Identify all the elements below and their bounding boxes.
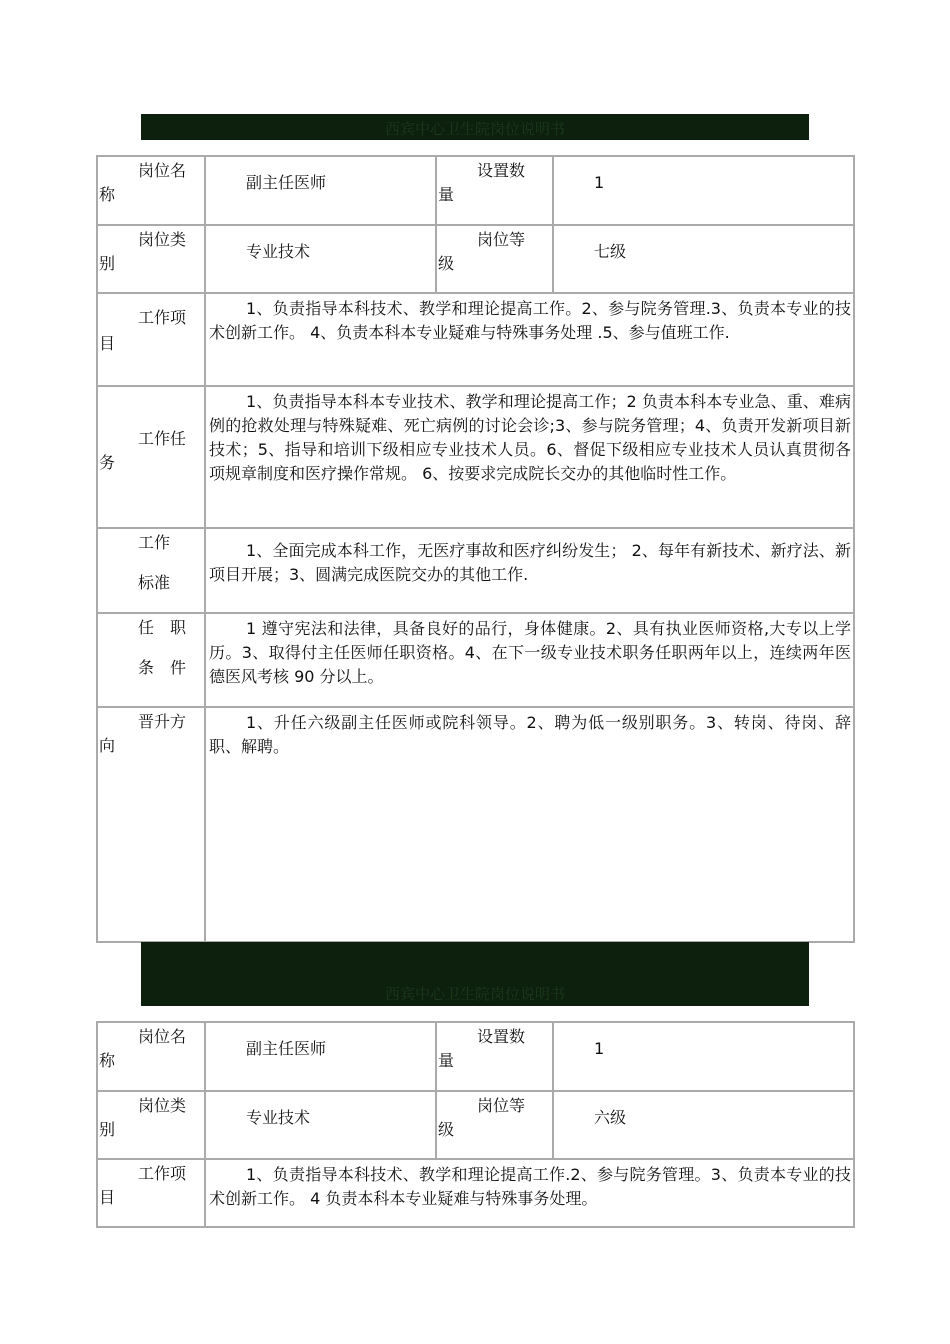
field-label: 别 (99, 254, 116, 273)
field-label: 岗位类 (138, 230, 187, 249)
table-row (98, 529, 853, 614)
field-label: 务 (99, 453, 116, 472)
post-level-value-cell (554, 1092, 853, 1158)
field-label: 级 (438, 1120, 455, 1139)
requirements-label-cell (98, 614, 206, 706)
field-label: 向 (99, 736, 116, 755)
post-count-label-cell (437, 157, 554, 224)
field-label: 工作项 (138, 1164, 187, 1183)
promotion-text: 1、升任六级副主任医师或院科领导。2、聘为低一级别职务。3、转岗、待岗、辞职、解聘。 (209, 713, 851, 756)
field-label: 工作任 (138, 429, 187, 448)
post-name-value-cell (206, 157, 437, 224)
field-label: 量 (438, 1051, 455, 1070)
post-count-value-cell (554, 157, 853, 224)
duties-label-cell (98, 387, 206, 527)
post-count-value-cell (554, 1023, 853, 1090)
post-count-value: 1 (594, 1039, 605, 1058)
table-row (98, 387, 853, 529)
post-category-label-cell (98, 226, 206, 292)
table-row (98, 1092, 853, 1160)
job-description-table (96, 1021, 855, 1228)
document-title: 西宾中心卫生院岗位说明书 (384, 120, 565, 138)
work-items-text: 1、负责指导本科技术、教学和理论提高工作。2、参与院务管理.3、负责本专业的技术创新工作。 4、负责本科本专业疑难与特殊事务处理 .5、参与值班工作. (209, 299, 851, 342)
field-label: 目 (99, 1188, 116, 1207)
table-row (98, 1160, 853, 1226)
post-name-value: 副主任医师 (246, 173, 327, 192)
standards-text: 1、全面完成本科工作，无医疗事故和医疗纠纷发生； 2、每年有新技术、新疗法、新项目开展；3、圆满完成医院交办的其他工作. (209, 541, 851, 584)
post-name-label-cell (98, 1023, 206, 1090)
post-level-label-cell (437, 226, 554, 292)
post-category-value-cell (206, 226, 437, 292)
field-label: 岗位等 (477, 1096, 526, 1115)
table-row (98, 1023, 853, 1092)
document-title-banner (141, 942, 809, 1006)
post-level-value: 七级 (594, 242, 627, 261)
table-row (98, 294, 853, 387)
post-category-value: 专业技术 (246, 1108, 311, 1127)
field-label: 设置数 (477, 161, 526, 180)
promotion-label-cell (98, 708, 206, 941)
post-category-label-cell (98, 1092, 206, 1158)
field-label: 标准 (138, 573, 171, 592)
work-items-label-cell (98, 1160, 206, 1226)
field-label: 岗位类 (138, 1096, 187, 1115)
post-count-label-cell (437, 1023, 554, 1090)
post-level-label-cell (437, 1092, 554, 1158)
post-level-value: 六级 (594, 1108, 627, 1127)
field-label: 工作 (138, 533, 171, 552)
field-label: 工作项 (138, 308, 187, 327)
work-items-text: 1、负责指导本科技术、教学和理论提高工作.2、参与院务管理。3、负责本专业的技术创新工作。 4 负责本科本专业疑难与特殊事务处理。 (209, 1165, 851, 1208)
document-title: 西宾中心卫生院岗位说明书 (384, 985, 565, 1003)
job-description-table (96, 155, 855, 943)
post-category-value: 专业技术 (246, 242, 311, 261)
field-label: 岗位名 (138, 1027, 187, 1046)
field-label: 称 (99, 1051, 116, 1070)
field-label: 设置数 (477, 1027, 526, 1046)
post-category-value-cell (206, 1092, 437, 1158)
table-row (98, 708, 853, 941)
post-count-value: 1 (594, 173, 605, 192)
requirements-text: 1 遵守宪法和法律，具备良好的品行，身体健康。2、具有执业医师资格,大专以上学历。3、取得付主任医师任职资格。4、在下一级专业技术职务任职两年以上，连续两年医德医风考核 90 分以上。 (209, 619, 851, 686)
field-label: 条件 (138, 658, 203, 677)
field-label: 晋升方 (138, 712, 187, 731)
field-label: 别 (99, 1120, 116, 1139)
field-label: 称 (99, 185, 116, 204)
table-row (98, 226, 853, 294)
field-label: 目 (99, 334, 116, 353)
document-title-banner (141, 114, 809, 140)
field-label: 任职 (138, 618, 203, 637)
field-label: 量 (438, 185, 455, 204)
post-name-value-cell (206, 1023, 437, 1090)
post-name-label-cell (98, 157, 206, 224)
standards-label-cell (98, 529, 206, 612)
work-items-label-cell (98, 294, 206, 385)
field-label: 岗位名 (138, 161, 187, 180)
post-name-value: 副主任医师 (246, 1039, 327, 1058)
field-label: 级 (438, 254, 455, 273)
table-row (98, 614, 853, 708)
field-label: 岗位等 (477, 230, 526, 249)
duties-text: 1、负责指导本科本专业技术、教学和理论提高工作；2 负责本科本专业急、重、难病例的抢救处理与特殊疑难、死亡病例的讨论会诊;3、参与院务管理；4、负责开发新项目新技术；5、指导和培训下级相应专业技术人员。6、督促下级相应专业技术人员认真贯彻各项规章制度和医疗操作常规。 6、按要求完成院长交办的其他临时性工作。 (209, 392, 851, 483)
post-level-value-cell (554, 226, 853, 292)
table-row (98, 157, 853, 226)
